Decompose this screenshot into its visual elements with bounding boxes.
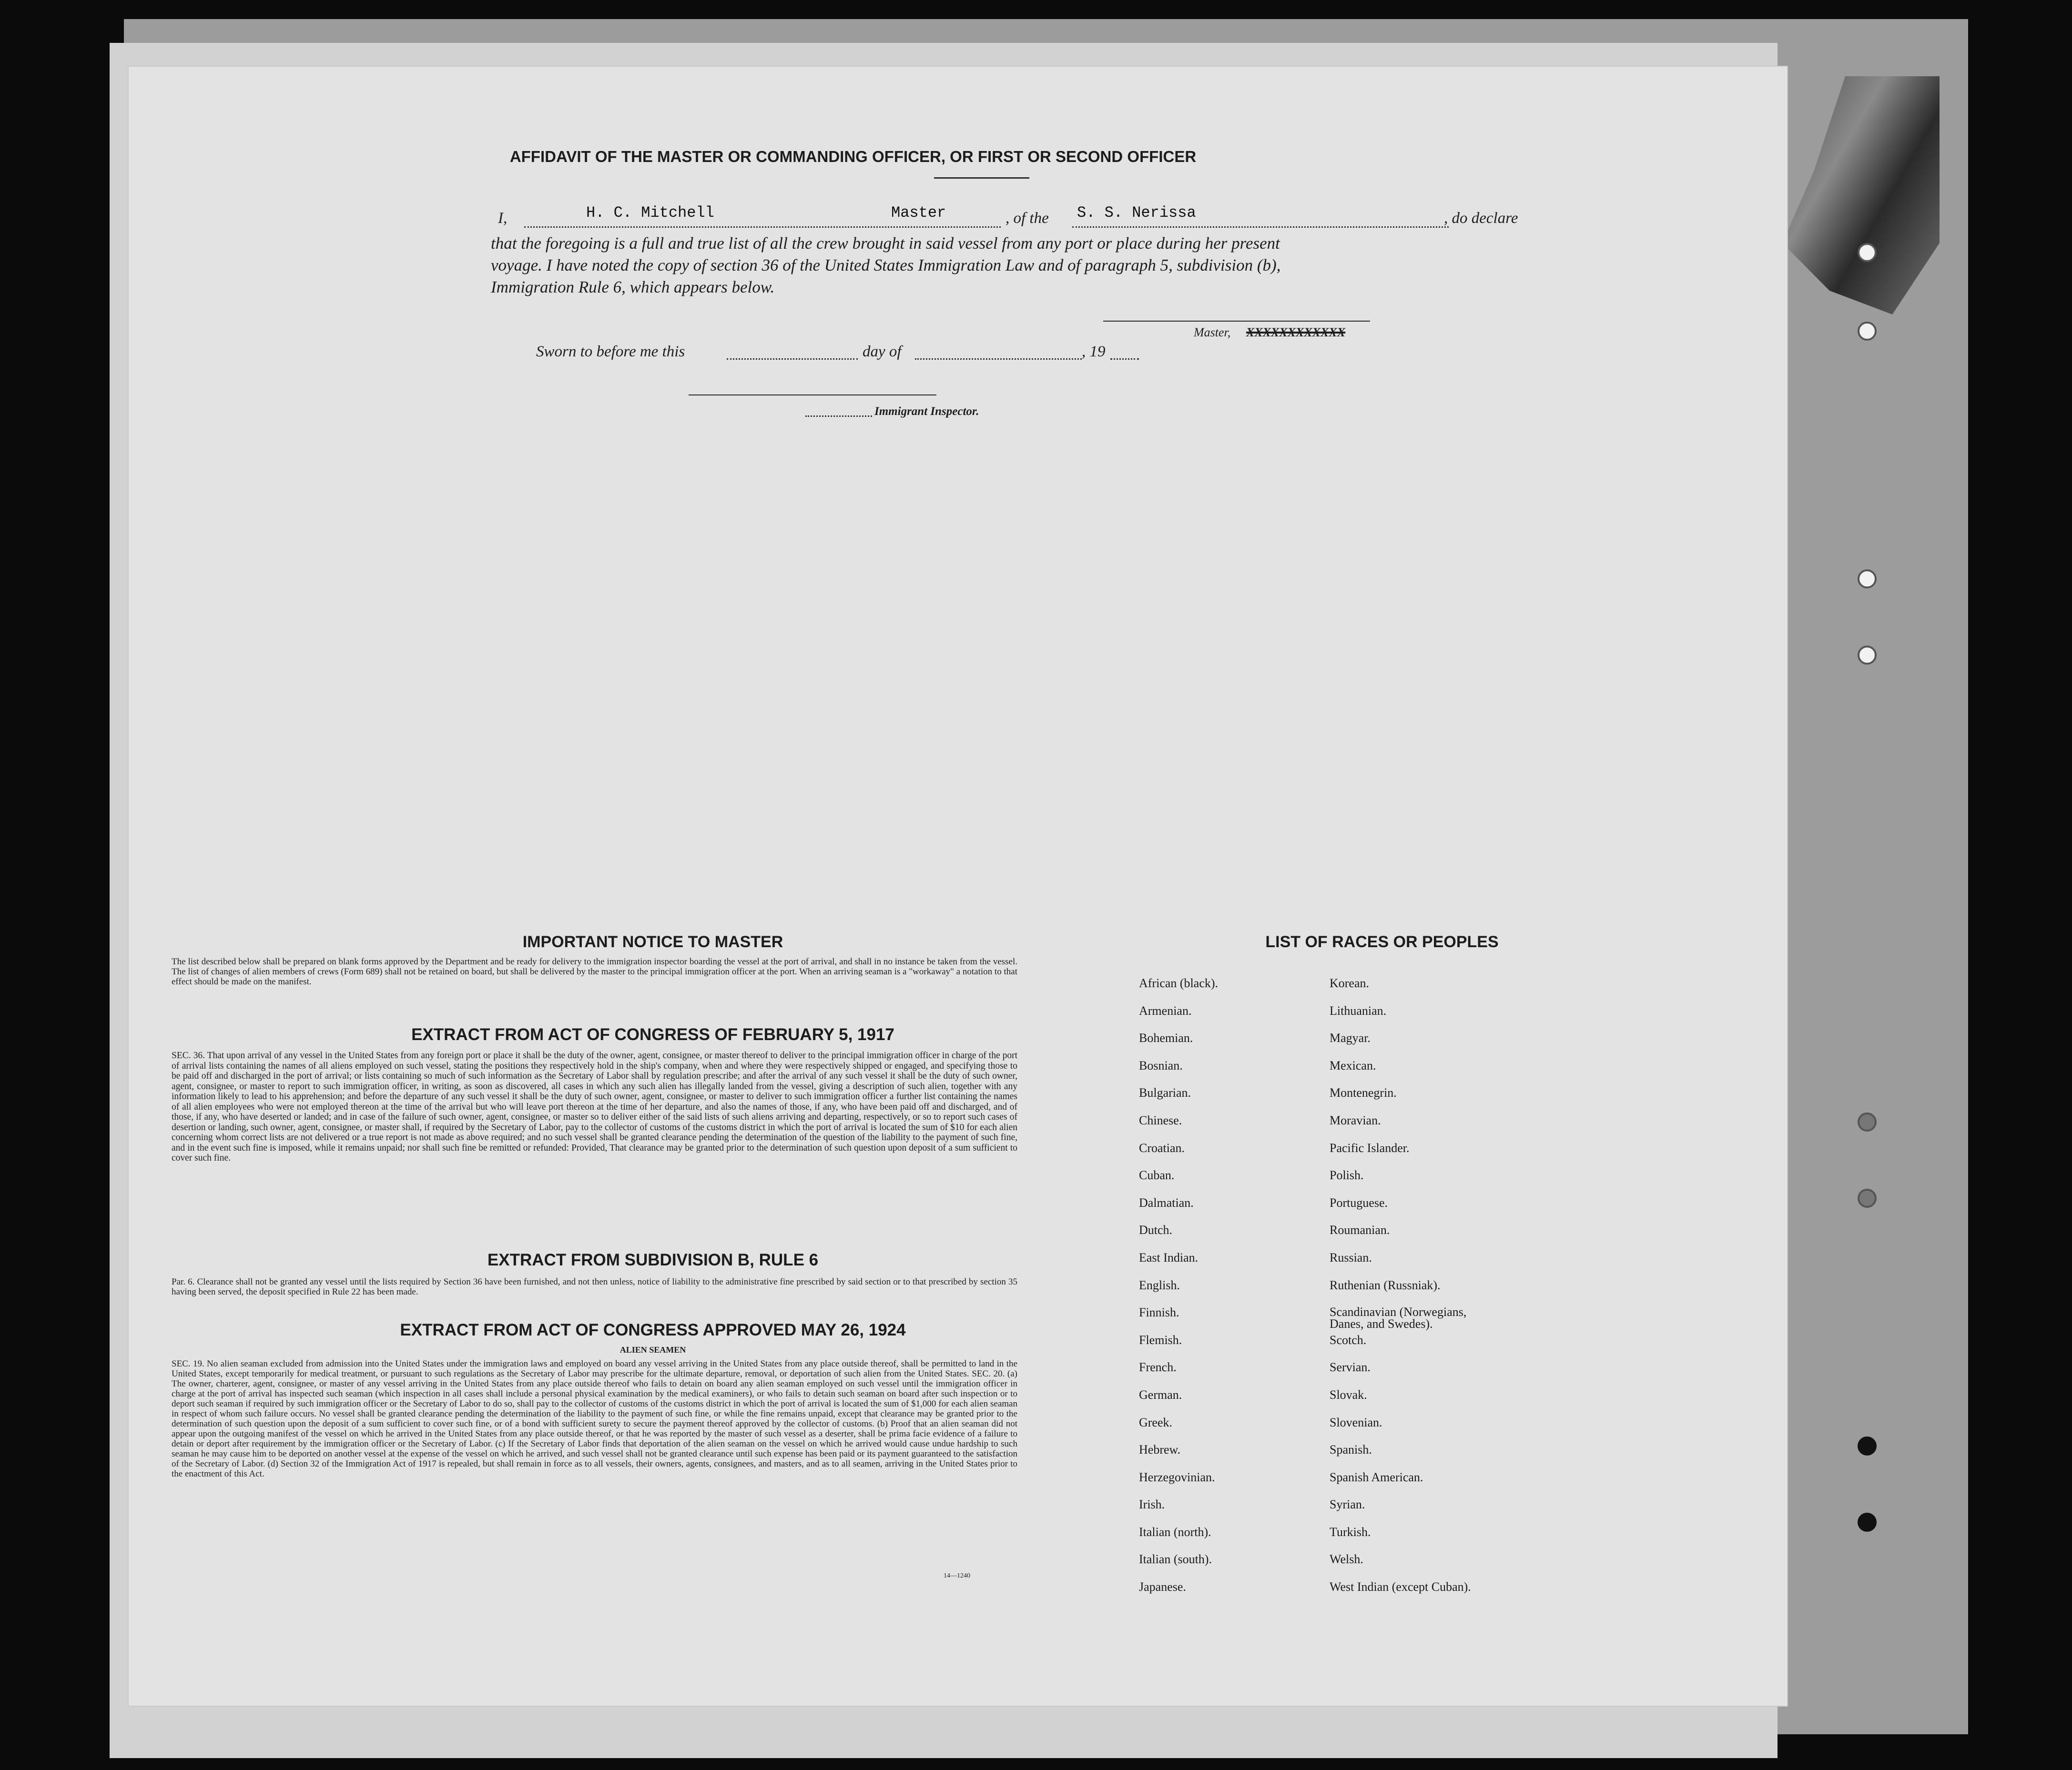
extract-1917-text: SEC. 36. That upon arrival of any vessel in the United States from any foreign port or place it shall be the duty of the owner, agent, consignee, or master thereof to deliver to the principal immigration officer in charge of the port of arrival lists containing the names of all aliens employed on such vessel, stating the positions they respectively hold in the ship's company, when and where they were respectively shipped or engaged, and specifying those to be paid off and discharged in the port of arrival; or lists containing so much of such information as the Secretary of Labor shall by regulation prescribe; and after the arrival of any such vessel it shall be the duty of such owner, agent, consignee, or master to report to such immigration officer, in writing, as soon as discovered, all cases in which any such alien has illegally landed from the vessel, giving a description of such alien, together with any information likely to lead to his apprehension; and before the departure of any such vessel it shall be the duty of such owner, agent, consignee, or master to deliver to such immigration officer a further list containing the names of all alien employees who were not employed thereon at the time of the arrival but who will leave port thereon at the time of her departure, and also the names of those, if any, who have been paid off and discharged, and of those, if any, who have deserted or landed; and in case of the failure of such owner, agent, consignee, or master so to deliver either of the said lists of such aliens arriving and departing, respectively, or so to report such cases of desertion or landing, such owner, agent, consignee, or master shall, if required by the Secretary of Labor, pay to the collector of customs of the customs district in which the port of arrival is located the sum of $10 for each alien concerning whom correct lists are not delivered or a true report is not made as above required; and no such vessel shall be granted clearance pending the determination of the question of the liability to the payment of such fine, and in the event such fine is imposed, while it remains unpaid; nor shall such fine be remitted or refunded: Provided, That clearance may be granted prior to the determination of such question upon deposit of a sum sufficient to cover such fine. bbox=[172, 1051, 1017, 1163]
inspector-label: Immigrant Inspector. bbox=[874, 405, 979, 418]
struck-officer-title: XXXXXXXXXXXX bbox=[1246, 325, 1346, 339]
binder-hole bbox=[1858, 1513, 1877, 1532]
race-right: Scotch. bbox=[1330, 1333, 1367, 1347]
race-right: Ruthenian (Russniak). bbox=[1330, 1278, 1441, 1292]
race-left: Dalmatian. bbox=[1139, 1195, 1194, 1210]
sworn-year-line bbox=[1110, 358, 1139, 360]
vessel-name: S. S. Nerissa bbox=[1077, 204, 1196, 222]
race-left: Armenian. bbox=[1139, 1003, 1192, 1018]
race-left: Finnish. bbox=[1139, 1305, 1179, 1320]
master-label: Master, bbox=[1194, 325, 1231, 339]
race-right: Pacific Islander. bbox=[1330, 1141, 1410, 1155]
extract-rule6-title: EXTRACT FROM SUBDIVISION B, RULE 6 bbox=[487, 1251, 819, 1269]
affidavit-line-4: Immigration Rule 6, which appears below. bbox=[491, 278, 775, 296]
race-left: Italian (north). bbox=[1139, 1525, 1211, 1539]
binder-hole bbox=[1858, 646, 1877, 665]
race-right: Servian. bbox=[1330, 1360, 1371, 1375]
affidavit-line-3: voyage. I have noted the copy of section 36 of the United States Immigration Law and of paragraph 5, subdivision (b), bbox=[491, 256, 1281, 274]
race-right: Moravian. bbox=[1330, 1113, 1381, 1127]
race-right: Montenegrin. bbox=[1330, 1086, 1397, 1100]
race-left: African (black). bbox=[1139, 976, 1219, 990]
extract-1924-text: SEC. 19. No alien seaman excluded from admission into the United States under the immigration laws and employed on board any vessel arriving in the United States from any place outside thereof, shall be permitted to land in the United States, except temporarily for medical treatment, or pursuant to such regulations as the Secretary of Labor may prescribe for the ultimate departure, removal, or deportation of such alien from the United States. SEC. 20. (a) The owner, charterer, agent, consignee, or master of any vessel arriving in the United States from any place outside thereof who fails to detain on board any alien seaman employed on such vessel until the immigration officer in charge at the port of arrival has inspected such seaman (which inspection in all cases shall include a personal physical examination by the medical examiners), or who fails to detain such seaman on board after such inspection or to deport such seaman if required by such immigration officer or the Secretary of Labor to do so, shall pay to the collector of customs of the customs district in which the port of arrival is located the sum of $1,000 for each alien seaman in respect of whom such failure occurs. No vessel shall be granted clearance pending the determination of the liability to the payment of such fine, or while the fine remains unpaid, except that clearance may be granted prior to the determination of such question upon the deposit of a sum sufficient to cover such fine, or of a bond with sufficient surety to secure the payment thereof approved by the collector of customs. (b) Proof that an alien seaman did not appear upon the outgoing manifest of the vessel on which he arrived in the United States from any place outside thereof, or that he was reported by the master of such vessel as a deserter, shall be prima facie evidence of a failure to detain or deport after requirement by the immigration officer or the Secretary of Labor. (c) If the Secretary of Labor finds that deportation of the alien seaman on the vessel on which he arrived would cause undue hardship to such seaman he may cause him to be deported on another vessel at the expense of the vessel on which he arrived, and such vessel shall not be granted clearance until such expense has been paid or its payment guaranteed to the satisfaction of the Secretary of Labor. (d) Section 32 of the Immigration Act of 1917 is repealed, but shall remain in force as to all vessels, their owners, agents, consignees, and masters, and as to all seamen, arriving in the United States prior to the enactment of this Act. bbox=[172, 1359, 1017, 1479]
race-right: Roumanian. bbox=[1330, 1223, 1390, 1237]
inspector-dotted bbox=[805, 415, 872, 417]
races-title: LIST OF RACES OR PEOPLES bbox=[1265, 933, 1499, 951]
race-left: Chinese. bbox=[1139, 1113, 1182, 1127]
alien-seamen-subtitle: ALIEN SEAMEN bbox=[620, 1345, 686, 1355]
race-right: Mexican. bbox=[1330, 1058, 1376, 1072]
affidavit-title: AFFIDAVIT OF THE MASTER OR COMMANDING OFFICER, OR FIRST OR SECOND OFFICER bbox=[509, 148, 1197, 165]
races-list bbox=[1139, 977, 1544, 1608]
of-the-label: , of the bbox=[1006, 210, 1049, 227]
race-left: Irish. bbox=[1139, 1497, 1165, 1512]
race-left: Greek. bbox=[1139, 1415, 1173, 1429]
race-left: Dutch. bbox=[1139, 1223, 1173, 1237]
race-left: Hebrew. bbox=[1139, 1443, 1181, 1457]
race-left: German. bbox=[1139, 1387, 1182, 1402]
name-line bbox=[524, 226, 1001, 228]
binder-hole bbox=[1858, 322, 1877, 341]
affidavit-line-2: that the foregoing is a full and true list of all the crew brought in said vessel from any port or place during her present bbox=[491, 234, 1280, 253]
binder-hole bbox=[1858, 243, 1877, 262]
binder-hole bbox=[1858, 1113, 1877, 1132]
race-right: Lithuanian. bbox=[1330, 1003, 1387, 1018]
master-rank: Master bbox=[891, 204, 946, 222]
year-label: , 19 bbox=[1082, 343, 1106, 360]
manifest-page bbox=[129, 67, 1787, 1706]
binder-hole bbox=[1858, 1189, 1877, 1208]
vessel-line bbox=[1072, 226, 1449, 228]
form-number: 14—1240 bbox=[944, 1572, 970, 1579]
race-left: Flemish. bbox=[1139, 1333, 1182, 1347]
race-right: Magyar. bbox=[1330, 1031, 1371, 1045]
notice-text: The list described below shall be prepared on blank forms approved by the Department and be ready for delivery to the immigration inspector boarding the vessel at the port of arrival, and shall in no instance be taken from the vessel. The list of changes of alien members of crews (Form 689) shall not be retained on board, but shall be delivered by the master to the principal immigration officer at the port. When an arriving seaman is a "workaway" a notation to that effect should be made on the manifest. bbox=[172, 957, 1017, 987]
binder-hole bbox=[1858, 1436, 1877, 1456]
race-left: English. bbox=[1139, 1278, 1180, 1292]
race-right: Russian. bbox=[1330, 1250, 1372, 1264]
race-right: Welsh. bbox=[1330, 1552, 1363, 1567]
race-left: French. bbox=[1139, 1360, 1177, 1375]
race-left: Italian (south). bbox=[1139, 1552, 1212, 1567]
master-signature-line bbox=[1103, 321, 1370, 322]
race-right: Slovak. bbox=[1330, 1387, 1367, 1402]
race-left: Cuban. bbox=[1139, 1168, 1175, 1183]
sworn-day-line bbox=[727, 358, 858, 360]
extract-rule6-text: Par. 6. Clearance shall not be granted any vessel until the lists required by Section 36 have been furnished, and not then unless, notice of liability to the administrative fine prescribed by said section or to that prescribed by section 35 having been served, the deposit specified in Rule 22 has been made. bbox=[172, 1277, 1017, 1297]
race-left: Japanese. bbox=[1139, 1580, 1186, 1594]
binder-hole bbox=[1858, 569, 1877, 588]
race-left: Herzegovinian. bbox=[1139, 1470, 1215, 1484]
sworn-label: Sworn to before me this bbox=[536, 343, 685, 360]
inspector-signature-line bbox=[689, 394, 936, 395]
day-of-label: day of bbox=[863, 343, 902, 360]
race-right: Slovenian. bbox=[1330, 1415, 1382, 1429]
affidavit-i: I, bbox=[498, 210, 508, 227]
extract-1924-title: EXTRACT FROM ACT OF CONGRESS APPROVED MAY 26, 1924 bbox=[400, 1321, 906, 1339]
race-left: Bulgarian. bbox=[1139, 1086, 1191, 1100]
notice-title: IMPORTANT NOTICE TO MASTER bbox=[522, 933, 783, 951]
extract-1917-title: EXTRACT FROM ACT OF CONGRESS OF FEBRUARY 5, 1917 bbox=[411, 1025, 894, 1044]
race-left: Bosnian. bbox=[1139, 1058, 1183, 1072]
do-declare-label: , do declare bbox=[1444, 210, 1518, 227]
race-right: Scandinavian (Norwegians, Danes, and Swedes). bbox=[1330, 1305, 1467, 1331]
race-right: Syrian. bbox=[1330, 1497, 1365, 1512]
race-right: Turkish. bbox=[1330, 1525, 1371, 1539]
race-right: West Indian (except Cuban). bbox=[1330, 1580, 1471, 1594]
race-left: Bohemian. bbox=[1139, 1031, 1193, 1045]
race-right: Korean. bbox=[1330, 976, 1370, 990]
race-right: Polish. bbox=[1330, 1168, 1364, 1183]
race-right: Portuguese. bbox=[1330, 1195, 1388, 1210]
race-right: Spanish. bbox=[1330, 1443, 1372, 1457]
master-name: H. C. Mitchell bbox=[586, 204, 714, 222]
title-underline bbox=[934, 177, 1029, 179]
race-left: East Indian. bbox=[1139, 1250, 1199, 1264]
race-left: Croatian. bbox=[1139, 1141, 1185, 1155]
race-right: Spanish American. bbox=[1330, 1470, 1423, 1484]
sworn-month-line bbox=[915, 358, 1082, 360]
